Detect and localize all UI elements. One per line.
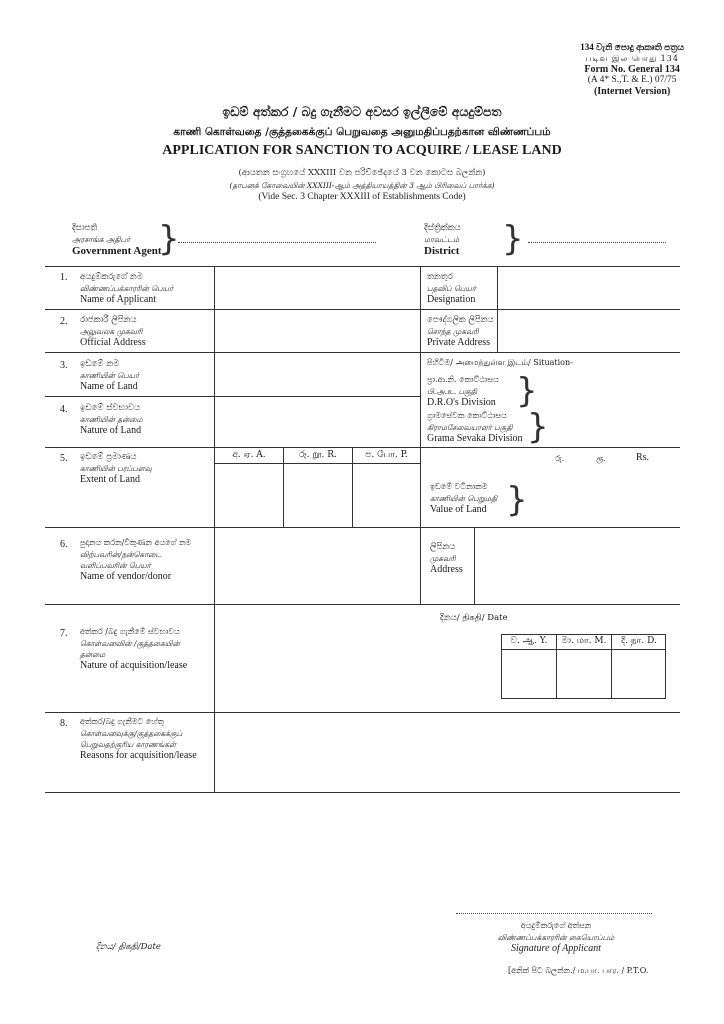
brace-icon: } xyxy=(158,219,180,259)
address-column-line xyxy=(420,527,421,604)
form-number-tamil: படிவ இல பொது 134 xyxy=(585,54,679,63)
brace-icon: } xyxy=(527,407,549,447)
grama-sevaka-division-label: ග්‍රාමසේවක කොට්ඨාසය கிராமசேவையாளர் பகுதி Grama Sevaka Division xyxy=(427,411,523,444)
month-field[interactable] xyxy=(557,650,611,698)
nature-of-acquisition-label: අත්කර /බදු ගැනීමේ ස්වභාවය கொள்வனவின் /குத்தகையின் தன்மை Nature of acquisition/lease xyxy=(80,627,188,671)
private-address-label: පෞද්ගලික ලිපිනය சொந்த முகவரி Private Address xyxy=(427,315,494,348)
name-of-land-label: ඉඩමේ නම காணியின் பெயர் Name of Land xyxy=(80,359,139,392)
form-number-sinhala: 134 වැනි පොදු ආකෘති පත්‍රය xyxy=(580,42,684,52)
reasons-label: අත්කර/බදු ගැනීමට හේතු கொள்வனவுக்கு/குத்தகைக்குப் பெறுவதற்குரிய காரணங்கள் Reasons for acquisition/lease xyxy=(80,717,197,761)
subtitle-english: (Vide Sec. 3 Chapter XXXIII of Establishments Code) xyxy=(258,192,466,202)
grama-sevaka-division-field[interactable] xyxy=(545,408,678,444)
internet-version-label: (Internet Version) xyxy=(593,86,671,97)
value-of-land-field[interactable] xyxy=(525,470,678,520)
official-address-label: රාජකාරී ලිපිනය அலுவலக முகவரி Official Address xyxy=(80,315,146,348)
signature-line[interactable] xyxy=(456,913,652,914)
row-number: 7. xyxy=(60,628,68,639)
brace-icon: } xyxy=(506,480,528,520)
month-header: මා. மா. M. xyxy=(561,636,607,646)
form-number-english: Form No. General 134 xyxy=(584,64,680,75)
perches-header: ප. போ. P. xyxy=(365,450,408,460)
form-print-code: (A 4* S.,T. & E.) 07/75 xyxy=(587,75,677,85)
row-number: 8. xyxy=(60,718,68,729)
vendor-address-field[interactable] xyxy=(475,528,679,603)
row-number: 6. xyxy=(60,539,68,550)
row-number: 4. xyxy=(60,404,68,415)
brace-icon: } xyxy=(516,371,538,411)
vendor-donor-field[interactable] xyxy=(215,528,419,603)
date-label: දිනය/ திகதி/ Date xyxy=(440,613,508,623)
year-field[interactable] xyxy=(502,650,556,698)
form-number-block xyxy=(580,42,684,97)
official-address-field[interactable] xyxy=(215,310,419,351)
situation-label: පිහිටීම/ அமைந்துள்ள இடம்/ Situation- xyxy=(427,358,573,367)
year-header: ව. ஆ. Y. xyxy=(510,636,548,646)
name-of-applicant-label: අයදුම්කරුගේ නම விண்ணப்பக்காரரின் பெயர் Name of Applicant xyxy=(80,272,173,305)
day-header: දි. நா. D. xyxy=(621,636,657,646)
subtitle-sinhala: (ආයතන සංග්‍රහයේ XXXIII වන පරිච්ඡේදයේ 3 වන කොටස බලන්න) xyxy=(238,168,486,178)
government-agent-label: දිසාපති அரசாங்க அதிபர் Government Agent xyxy=(72,223,162,257)
row-number: 3. xyxy=(60,360,68,371)
subtitle-tamil: (தாபனக் கோவையின் XXXIII-ஆம் அத்தியாயத்தின் 3 ஆம் பிரிவைப் பார்க்க) xyxy=(229,181,495,190)
row-number: 5. xyxy=(60,453,68,464)
nature-of-acquisition-field[interactable] xyxy=(215,605,423,711)
district-label: දිස්ත්‍රික්කය மாவட்டம் District xyxy=(424,223,461,257)
perches-field[interactable] xyxy=(353,464,420,526)
row-number: 1. xyxy=(60,272,68,283)
reasons-field[interactable] xyxy=(215,713,679,791)
acres-header: අ. ஏ. A. xyxy=(232,450,266,460)
row-divider xyxy=(45,447,680,448)
table-bottom-border xyxy=(45,792,680,793)
dro-division-label: ප්‍රා.ආ.නි. කොට්ඨාසය பி.அ.உ. பகுதி D.R.O's Division xyxy=(427,375,499,408)
value-of-land-label: ඉඩමේ වටිනාකම காணியின் பெறுமதி Value of Land xyxy=(430,482,498,515)
nature-of-land-field[interactable] xyxy=(215,397,419,446)
designation-field[interactable] xyxy=(498,267,679,308)
middle-column-line xyxy=(420,266,421,527)
roods-header: රූ. றூ. R. xyxy=(299,450,337,460)
day-field[interactable] xyxy=(612,650,666,698)
footer-date-label: දිනය/ திகதி/Date xyxy=(96,942,161,952)
vendor-donor-label: පුදානය කරන/විකුණන අයගේ නම விற்பவரின்/நன்கொடை வளிப்பவரின் பெயர் Name of vendor/donor xyxy=(80,538,192,582)
row-number: 2. xyxy=(60,316,68,327)
district-field[interactable] xyxy=(528,242,666,243)
acres-field[interactable] xyxy=(215,464,283,526)
brace-icon: } xyxy=(502,219,524,259)
government-agent-field[interactable] xyxy=(178,242,376,243)
designation-label: තනතුර பதவிப் பெயர் Designation xyxy=(427,272,476,305)
private-address-field[interactable] xyxy=(498,310,679,351)
extent-of-land-label: ඉඩමේ ප්‍රමාණය காணியின் பரப்பளவு Extent of Land xyxy=(80,452,152,485)
title-tamil: காணி கொள்வதை /குத்தகைக்குப் பெறுவதை அனுமதிப்பதற்கான விண்ணப்பம் xyxy=(173,126,551,138)
pto-label: [අනික් පිට බලන්න./ ம.பா. பார. / P.T.O. xyxy=(508,966,649,975)
title-sinhala: ඉඩම් අත්කර / බදු ගැනීමට අවසර ඉල්ලීමේ අයදුම්පත xyxy=(222,104,502,119)
rupees-tamil: ரூ. xyxy=(596,454,606,463)
name-of-applicant-field[interactable] xyxy=(215,267,419,308)
roods-field[interactable] xyxy=(284,464,352,526)
nature-of-land-label: ඉඩමේ ස්වභාවය காணியின் தன்மை Nature of Land xyxy=(80,403,143,436)
title-english: APPLICATION FOR SANCTION TO ACQUIRE / LEASE LAND xyxy=(162,143,562,158)
name-of-land-field[interactable] xyxy=(215,353,419,395)
dro-division-field[interactable] xyxy=(532,372,678,406)
vendor-address-label: ලිපිනය முகவரி Address xyxy=(430,542,463,575)
rupees-english: Rs. xyxy=(636,452,650,463)
signature-label: අයදුම්කරුගේ අත්සන விண்ணப்பக்காரரின் கையொப்பம் Signature of Applicant xyxy=(497,921,615,954)
rupees-sinhala: රු. xyxy=(555,454,565,463)
